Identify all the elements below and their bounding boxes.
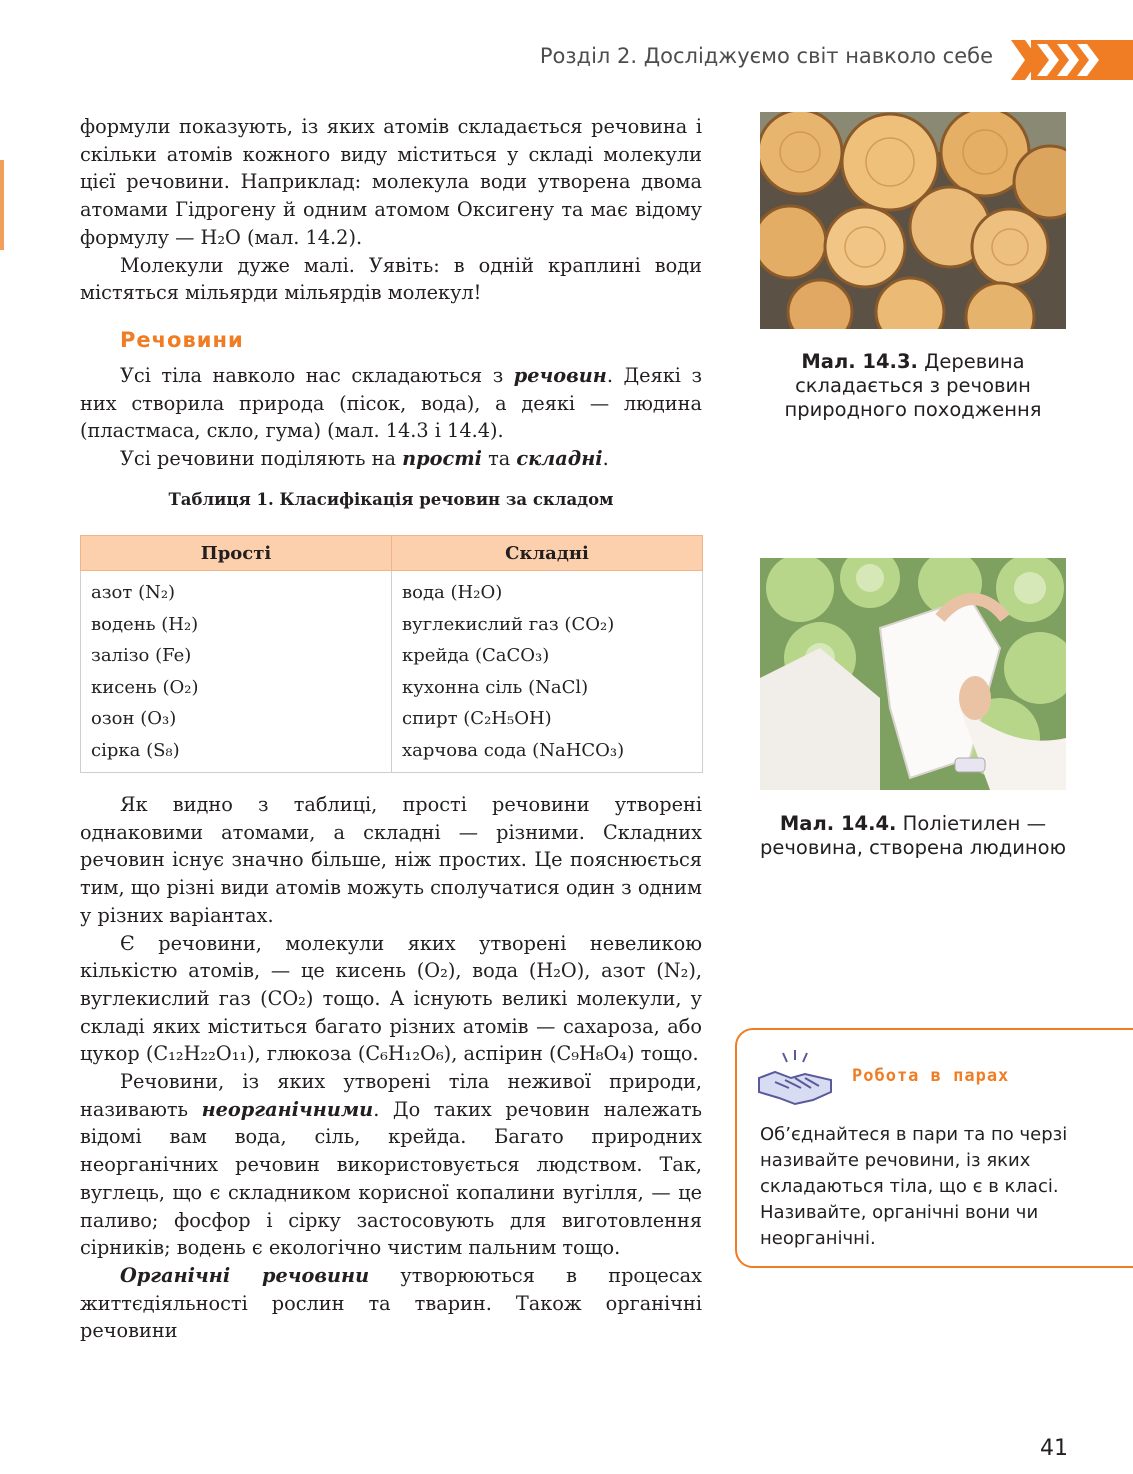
figure-14-4-text: Поліетилен — речовина, створена людиною [760, 812, 1066, 859]
pair-work-title: Робота в парах [852, 1066, 1010, 1086]
body-paragraph-1: Як видно з таблиці, прості речовини утворені однаковими атомами, а складні — різними. Складних речовин існує значно більше, ніж простих. Це пояснюється тим, що різні види атомів можуть сполучатися один з одним у різних варіантах. [80, 793, 702, 927]
table-cell: харчова сода (NaHCO₃) [402, 739, 625, 761]
section-paragraph-1 [80, 362, 702, 445]
table-cell: крейда (CaCO₃) [402, 645, 550, 666]
page-number: 41 [1040, 1436, 1068, 1461]
section-text [80, 362, 702, 473]
section-paragraph-2-text: Усі речовини поділяють на прості та складні. [120, 447, 609, 471]
table-cell: вуглекислий газ (CO₂) [402, 613, 615, 635]
table-cell: озон (O₃) [91, 708, 177, 729]
plastic-bag-photo [760, 558, 1066, 790]
intro-paragraph-1: формули показують, із яких атомів складається речовина і скільки атомів кожного виду міститься у складі молекули цієї речовини. Наприклад: молекула води утворена двома атомами Гідрогену й одним атомом Оксигену та має відому формулу — H₂O (мал. 14.2). [80, 115, 702, 249]
section-paragraph-1-text: Усі тіла навколо нас складаються з речовин. Деякі з них створила природа (пісок, вода), а деякі — людина (пластмаса, скло, гума) (мал. 14.3 і 14.4). [80, 364, 702, 443]
body-paragraph-4-text: Органічні речовини утворюються в процесах життєдіяльності рослин та тварин. Також органічні речовини [80, 1263, 702, 1343]
simple-substances-cell [81, 571, 392, 773]
complex-substances-cell [392, 571, 703, 773]
figure-14-3-caption [760, 350, 1066, 422]
table-cell: спирт (C₂H₅OH) [402, 708, 552, 729]
handshake-icon [755, 1048, 835, 1112]
figure-14-4-caption [760, 812, 1066, 860]
table-cell: залізо (Fe) [91, 645, 192, 666]
table-cell: азот (N₂) [91, 582, 176, 603]
table-cell: водень (H₂) [91, 613, 199, 635]
chevrons-icon [1011, 40, 1133, 80]
page-side-marker [0, 160, 4, 250]
figure-14-3-label: Мал. 14.3. [801, 350, 918, 373]
table-caption: Таблиця 1. Класифікація речовин за складом [168, 490, 614, 509]
section-heading: Речовини [120, 328, 244, 352]
classification-table [80, 535, 703, 773]
body-paragraph-3 [80, 1068, 702, 1262]
section-title-header: Розділ 2. Досліджуємо світ навколо себе [539, 44, 993, 68]
table-cell: вода (H₂O) [402, 582, 503, 603]
figure-14-3-text: Деревина складається з речовин природного походження [784, 350, 1042, 421]
table-cell: кухонна сіль (NaCl) [402, 676, 589, 698]
intro-text [80, 113, 702, 307]
intro-paragraph-2: Молекули дуже малі. Уявіть: в одній краплині води містяться мільярди мільярдів молекул! [80, 253, 702, 305]
table-cell: кисень (O₂) [91, 676, 199, 698]
body-paragraph-4 [80, 1262, 702, 1345]
table-header-simple: Прості [81, 536, 392, 571]
page-header [539, 40, 1133, 80]
wood-logs-photo [760, 112, 1066, 329]
body-paragraph-2: Є речовини, молекули яких утворені невеликою кількістю атомів, — це кисень (O₂), вода (H₂O), азот (N₂), вуглекислий газ (CO₂) тощо. А існують великі молекули, у складі яких міститься багато різних атомів — сахароза, або цукор (C₁₂H₂₂O₁₁), глюкоза (C₆H₁₂O₆), аспірин (C₉H₈O₄) тощо. [80, 931, 702, 1066]
body-text [80, 791, 702, 1345]
table-row [81, 571, 703, 773]
pair-work-text: Об’єднайтеся в пари та по черзі називайте речовини, із яких складаються тіла, що є в класі. Називайте, органічні вони чи неорганічні. [760, 1124, 1068, 1249]
table-cell: сірка (S₈) [91, 739, 180, 761]
body-paragraph-3-text: Речовини, із яких утворені тіла неживої природи, називають неорганічними. До таких речовин належать відомі вам вода, сіль, крейда. Багато природних неорганічних речовин використовується людством. Так, вуглець, що є складником корисної копалини вугілля, — це паливо; фосфор і сірку застосовують для виготовлення сірників; водень є екологічно чистим пальним тощо. [80, 1070, 702, 1260]
table-header-complex: Складні [392, 536, 703, 571]
figure-14-4-label: Мал. 14.4. [779, 812, 897, 835]
section-paragraph-2 [80, 445, 702, 473]
